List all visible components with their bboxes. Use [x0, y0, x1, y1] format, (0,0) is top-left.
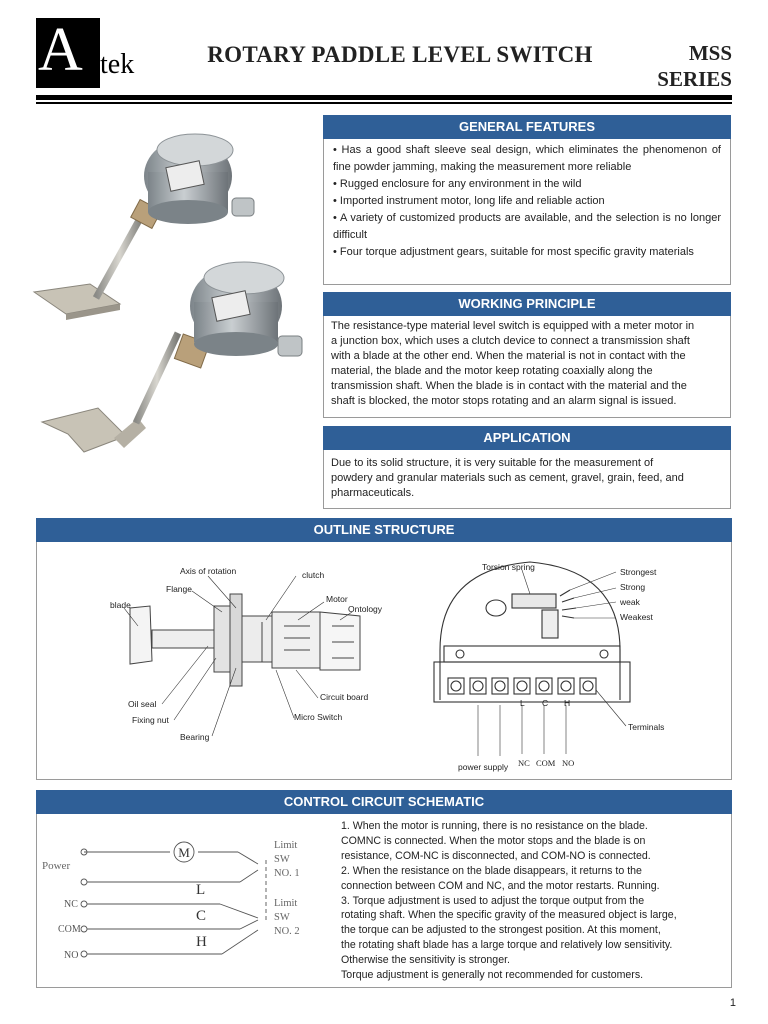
- h-label: H: [196, 934, 207, 950]
- working-principle-text: [331, 319, 731, 409]
- limit-sw-2-line3: NO. 2: [274, 926, 300, 937]
- label-bearing: Bearing: [180, 732, 210, 742]
- control-circuit-line: 1. When the motor is running, there is no resistance on the blade.: [341, 820, 648, 832]
- label-strongest: Strongest: [620, 567, 657, 577]
- working-principle-line: with a blade at the other end. When the material is not in contact with the: [331, 350, 686, 362]
- label-strong: Strong: [620, 582, 646, 592]
- working-principle-line: a junction box, which uses a clutch device to connect a transmission shaft: [331, 335, 690, 347]
- label-circuit-board: Circuit board: [320, 692, 369, 702]
- control-circuit-line: Otherwise the sensitivity is stronger.: [341, 954, 510, 967]
- outline-structure-heading: OUTLINE STRUCTURE: [36, 518, 732, 542]
- logo-text: tek: [100, 49, 135, 80]
- working-principle-line: shaft is blocked, the motor stops rotating and an alarm signal is issued.: [331, 395, 677, 407]
- label-fixing-nut: Fixing nut: [132, 715, 169, 725]
- working-principle-heading: WORKING PRINCIPLE: [323, 292, 731, 316]
- label-terminals: Terminals: [628, 722, 665, 732]
- label-blade: blade: [110, 600, 131, 610]
- application-text: [331, 456, 731, 501]
- no-label: NO: [64, 950, 79, 961]
- control-circuit-line: 2. When the resistance on the blade disappears, it returns to the: [341, 864, 642, 877]
- page-number: 1: [729, 997, 736, 1009]
- general-features-list: [333, 142, 721, 261]
- nc-label: NC: [64, 899, 78, 910]
- feature-item: • Imported instrument motor, long life and reliable action: [333, 195, 605, 207]
- series-line-2: SERIES: [657, 67, 732, 91]
- control-circuit-line: the torque can be adjusted to the strongest position. At this moment,: [341, 924, 661, 937]
- label-flange: Flange: [166, 584, 192, 594]
- com-label: COM: [58, 924, 81, 935]
- control-circuit-line: connection between COM and NC, and the motor restarts. Running.: [341, 879, 660, 892]
- limit-sw-1-line2: SW: [274, 854, 290, 865]
- label-power-supply: power supply: [458, 762, 509, 772]
- header-rule-thin: [36, 102, 732, 104]
- working-principle-line: material, the blade and the motor keep rotating coaxially along the: [331, 365, 653, 377]
- limit-sw-1-line1: Limit: [274, 840, 298, 851]
- label-oil-seal: Oil seal: [128, 699, 157, 709]
- application-line: Due to its solid structure, it is very suitable for the measurement of: [331, 457, 654, 469]
- working-principle-line: transmission shaft. When the blade is in contact with the material and the: [331, 380, 687, 392]
- limit-sw-2-line2: SW: [274, 912, 290, 923]
- power-label: Power: [42, 860, 71, 872]
- page-title: ROTARY PADDLE LEVEL SWITCH: [207, 42, 593, 67]
- logo-letter: A: [38, 16, 83, 84]
- application-heading: APPLICATION: [323, 426, 731, 450]
- feature-item: • A variety of customized products are available, and the selection is no longer difficult: [333, 212, 721, 241]
- control-circuit-line: Torque adjustment is generally not recommended for customers.: [341, 969, 644, 982]
- outline-diagram-right: [420, 550, 720, 776]
- series-line-1: MSS: [688, 41, 732, 65]
- control-circuit-line: 3. Torque adjustment is used to adjust the torque output from the: [341, 894, 645, 907]
- feature-item: • Has a good shaft sleeve seal design, which eliminates the phenomenon of fine powder jamming, making the measurement more reliable: [333, 144, 721, 173]
- outline-diagram-left: [40, 546, 400, 776]
- label-axis-of-rotation: Axis of rotation: [180, 566, 237, 576]
- label-nc: NC: [518, 758, 530, 768]
- label-torsion-spring: Torsion spring: [482, 562, 535, 572]
- application-line: pharmaceuticals.: [331, 487, 415, 499]
- control-circuit-heading: CONTROL CIRCUIT SCHEMATIC: [36, 790, 732, 814]
- control-circuit-line: the rotating shaft blade has a large torque and relatively low sensitivity.: [341, 939, 673, 952]
- label-term-c: C: [542, 698, 549, 708]
- feature-item: • Rugged enclosure for any environment in the wild: [333, 178, 582, 190]
- label-micro-switch: Micro Switch: [294, 712, 343, 722]
- label-weakest: Weakest: [620, 612, 653, 622]
- product-photo: [28, 118, 318, 468]
- circuit-schematic: [40, 830, 330, 970]
- label-weak: weak: [620, 597, 640, 607]
- control-circuit-line: rotating shaft. When the specific gravity of the measured object is large,: [341, 909, 677, 922]
- label-ontology: Ontology: [348, 604, 383, 614]
- c-label: C: [196, 908, 207, 924]
- label-com: COM: [536, 758, 556, 768]
- control-circuit-text: [341, 819, 729, 983]
- l-label: L: [196, 882, 206, 898]
- feature-item: • Four torque adjustment gears, suitable for most specific gravity materials: [333, 246, 694, 258]
- limit-sw-2-line1: Limit: [274, 898, 298, 909]
- general-features-heading: GENERAL FEATURES: [323, 115, 731, 139]
- label-term-h: H: [564, 698, 571, 708]
- application-line: powdery and granular materials such as cement, gravel, grain, feed, and: [331, 472, 684, 484]
- label-clutch: clutch: [302, 570, 325, 580]
- terminal-block: [448, 678, 596, 694]
- header-rule-thick: [36, 95, 732, 100]
- control-circuit-line: COMNC is connected. When the motor stops and the blade is on: [341, 834, 646, 847]
- limit-sw-1-line3: NO. 1: [274, 868, 300, 879]
- label-no: NO: [562, 758, 575, 768]
- label-term-l: L: [520, 698, 525, 708]
- label-motor: Motor: [326, 594, 348, 604]
- series-label: [640, 40, 732, 92]
- motor-label: M: [178, 845, 190, 860]
- working-principle-line: The resistance-type material level switch is equipped with a meter motor in: [331, 320, 695, 332]
- control-circuit-line: resistance, COM-NC is disconnected, and COM-NO is connected.: [341, 849, 651, 862]
